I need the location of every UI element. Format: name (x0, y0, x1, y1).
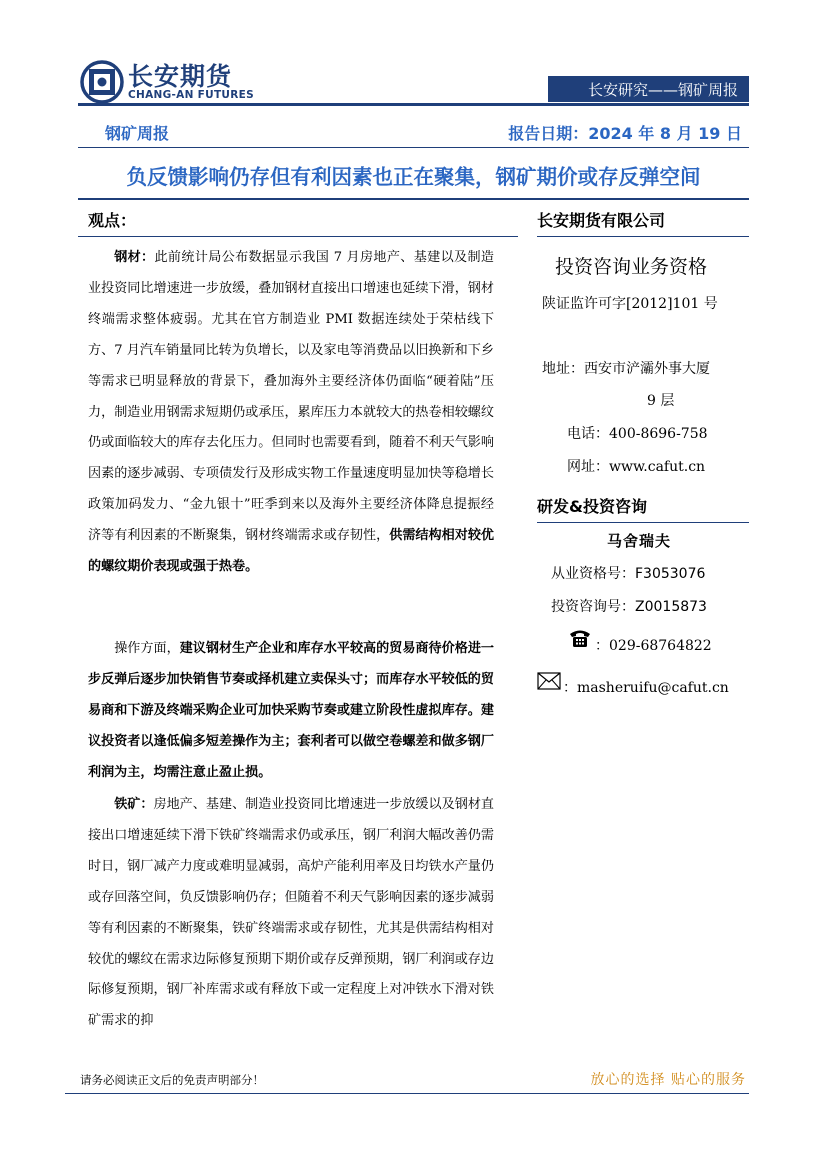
iron-ore-label: 铁矿： (114, 797, 154, 812)
iron-ore-text: 房地产、基建、制造业投资同比增速进一步放缓以及钢材直接出口增速延续下滑下铁矿终端需求仍或承压，钢厂利润大幅改善仍需时日，钢厂减产力度或难明显减弱，高炉产能利用率及日均铁水产量仍或存回落空间，负反馈影响仍存；但随着不利天气影响因素的逐步减弱等有利因素的不断聚集，铁矿终端需求或存韧性，尤其是供需结构相对较优的螺纹在需求边际修复预期下期价或存反弹预期，钢厂利润或存边际修复预期，钢厂补库需求或有释放下或一定程度上对冲铁水下滑对铁矿需求的抑 (88, 797, 495, 1029)
operations-emphasis: 建议钢材生产企业和库存水平较高的贸易商待价格进一步反弹后逐步加快销售节奏或择机建立卖保头寸；而库存水平较低的贸易商和下游及终端采购企业可加快采购节奏或建立阶段性虚拟库存。建议投资者以逢低偏多短差操作为主；套利者可以做空卷螺差和做多钢厂利润为主，均需注意止盈止损。 (88, 641, 495, 780)
analyst-email[interactable]: ：masheruifu@cafut.cn (563, 680, 729, 696)
logo-chinese-name: 长安期货 (128, 62, 233, 91)
license-number: 陕证监许可字[2012]101 号 (542, 296, 718, 312)
operations-paragraph (88, 634, 494, 789)
envelope-icon (537, 672, 561, 690)
report-headline: 负反馈影响仍存但有利因素也正在聚集，钢矿期价或存反弹空间 (126, 165, 701, 189)
company-website[interactable]: 网址：www.cafut.cn (567, 459, 706, 475)
analyst-name: 马舍瑞夫 (607, 532, 672, 550)
logo-english-name: CHANG-AN FUTURES (128, 89, 254, 101)
steel-emphasis: 供需结构相对较优的螺纹期价表现或强于热卷。 (88, 528, 495, 575)
steel-label: 钢材： (114, 250, 155, 265)
analyst-phone: ：029-68764822 (595, 638, 712, 654)
advisory-cert (551, 596, 707, 616)
practice-cert-label: 从业资格号： (551, 566, 635, 582)
practice-cert (551, 563, 705, 583)
views-rule (78, 236, 518, 237)
steel-paragraph (88, 243, 494, 583)
company-rule (537, 236, 749, 237)
footer-slogan: 放心的选择 贴心的服务 (590, 1072, 746, 1088)
subheader-rule (78, 147, 749, 148)
practice-cert-value: F3053076 (635, 566, 706, 582)
advisory-cert-value: Z0015873 (635, 599, 707, 615)
footer-rule (65, 1093, 749, 1094)
qualification: 投资咨询业务资格 (555, 256, 708, 278)
address-line-2: 9 层 (647, 393, 675, 409)
address-line-1: 地址：西安市浐灞外事大厦 (542, 361, 710, 377)
report-type: 钢矿周报 (105, 124, 170, 143)
footer-disclaimer: 请务必阅读正文后的免责声明部分！ (80, 1073, 264, 1087)
headline-rule (78, 198, 749, 200)
advisory-cert-label: 投资咨询号： (551, 599, 635, 615)
research-heading: 研发&投资咨询 (537, 497, 647, 516)
company-phone: 电话：400-8696-758 (567, 426, 708, 442)
company-name: 长安期货有限公司 (537, 211, 666, 230)
logo-mark-icon (80, 60, 124, 104)
header-rule (78, 103, 749, 106)
telephone-icon (569, 628, 591, 648)
views-heading: 观点： (88, 211, 137, 230)
steel-text: 此前统计局公布数据显示我国 7 月房地产、基建以及制造业投资同比增速进一步放缓，叠加钢材直接出口增速也延续下滑，钢材终端需求整体疲弱。尤其在官方制造业 PMI 数据连续处于荣枯线下方、7 月汽车销量同比转为负增长，以及家电等消费品以旧换新和下乡等需求已明显释放的背景下，叠加海外主要经济体仍面临“硬着陆”压力，制造业用钢需求短期仍或承压，累库压力本就较大的热卷相较螺纹仍或面临较大的库存去化压力。但同时也需要看到，随着不利天气影响因素的逐步减弱、专项债发行及形成实物工作量速度明显加快等稳增长政策加码发力、“金九银十”旺季到来以及海外主要经济体降息提振经济等有利因素的不断聚集，钢材终端需求或存韧性， (88, 250, 494, 544)
operations-lead: 操作方面， (114, 641, 180, 656)
header-tag: 长安研究——钢矿周报 (587, 81, 738, 99)
iron-ore-paragraph (88, 790, 494, 1037)
research-rule (537, 522, 749, 523)
report-date: 报告日期：2024 年 8 月 19 日 (508, 124, 742, 143)
